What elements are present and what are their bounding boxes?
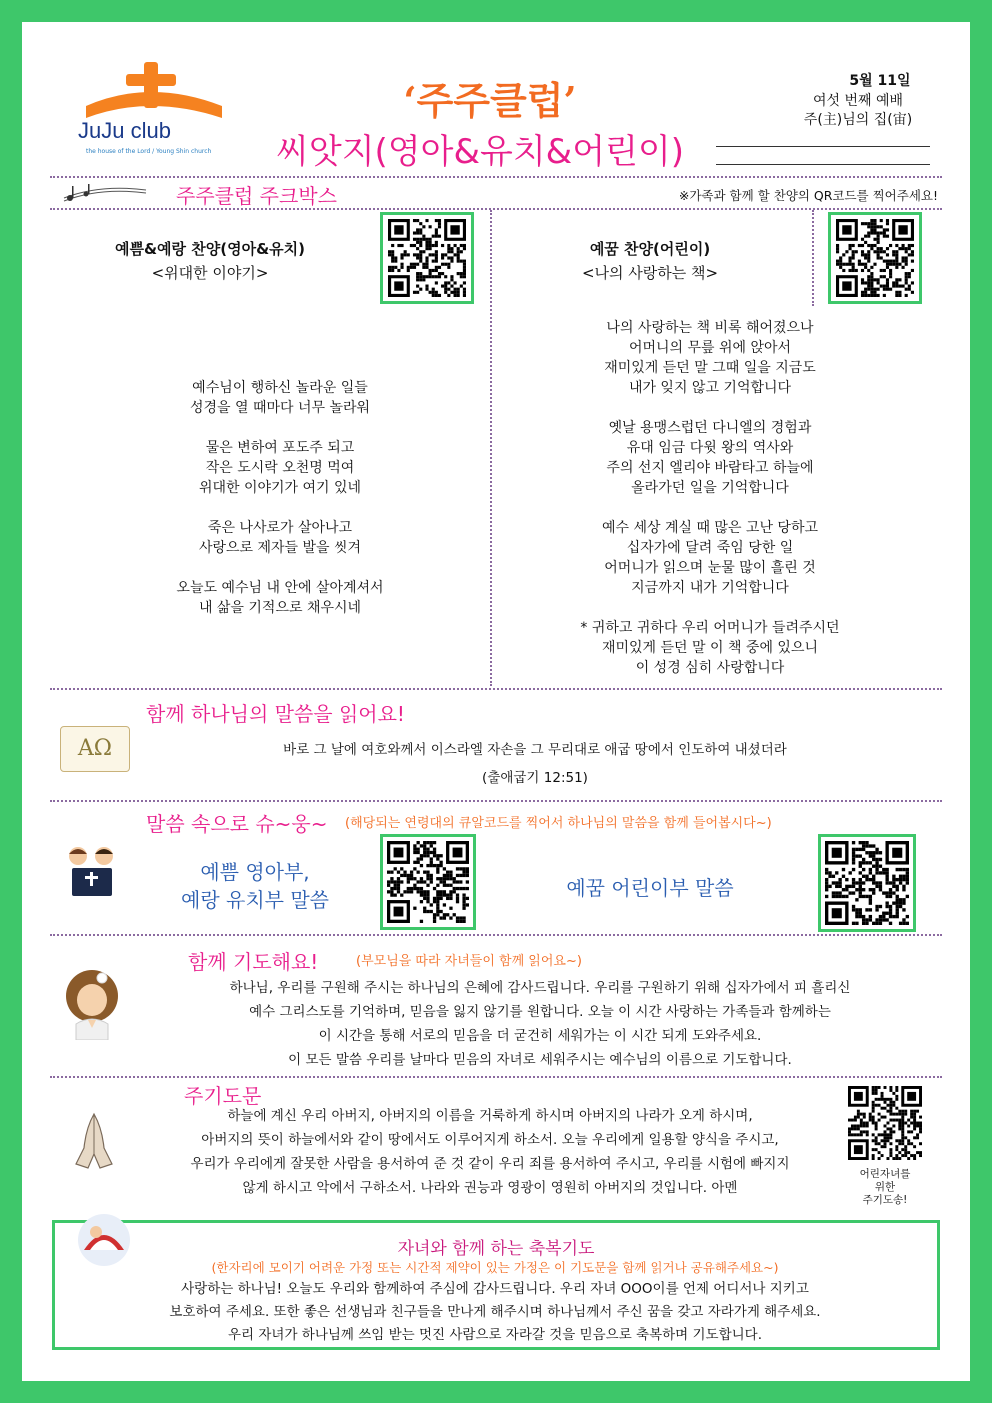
qr-code-word-left[interactable] [380, 834, 476, 930]
qr-caption-line: 주기도송! [862, 1194, 908, 1206]
blessing-body [70, 1278, 920, 1347]
lyric-line: 옛날 용맹스럽던 다니엘의 경험과 [608, 420, 812, 436]
word-left-line2: 예랑 유치부 말씀 [181, 888, 329, 912]
lyric-line: 어머니의 무릎 위에 앉아서 [628, 340, 792, 356]
prayer-line: 이 시간을 통해 서로의 믿음을 더 굳건히 세워가는 이 시간 되게 도와주세요. [318, 1028, 762, 1044]
praying-girl-icon [58, 966, 124, 1040]
lords-prayer-body [140, 1104, 840, 1200]
blessing-line: 보호하여 주세요. 또한 좋은 선생님과 친구들을 만나게 해주시며 하나님께서 주신 꿈을 갖고 자라가게 해주세요. [169, 1304, 821, 1320]
praying-hands-icon [64, 1108, 124, 1170]
children-reading-icon [58, 844, 126, 898]
lyric-line: 성경을 열 때마다 너무 놀라워 [189, 400, 371, 416]
header-service: 여섯 번째 예배 [812, 93, 904, 109]
column-divider [490, 210, 492, 686]
right-song-title: <나의 사랑하는 책> [581, 264, 719, 282]
qr-code-right-song[interactable] [828, 212, 922, 304]
scripture-verse: 바로 그 날에 여호와께서 이스라엘 자손을 그 무리대로 애굽 땅에서 인도하여 내셨더라 [283, 742, 787, 758]
prayer-line: 이 모든 말씀 우리를 날마다 믿음의 자녀로 세워주시는 예수님의 이름으로 기도합니다. [288, 1052, 792, 1068]
left-lyrics [90, 378, 470, 618]
logo-text: JuJu club [78, 118, 171, 143]
scripture-reference: (출애굽기 12:51) [482, 770, 588, 786]
alpha-omega-text: AΩ [77, 736, 113, 761]
lyric-line: 예수님이 행하신 놀라운 일들 [192, 380, 368, 396]
bible-icon [60, 726, 130, 772]
divider [50, 800, 942, 802]
prayer-note: (부모님을 따라 자녀들이 함께 읽어요~) [356, 954, 582, 969]
lyric-line: 오늘도 예수님 내 안에 살아계셔서 [176, 580, 384, 596]
lords-prayer-line: 않게 하시고 악에서 구하소서. 나라와 권능과 영광이 영원히 아버지의 것입니다. 아멘 [242, 1180, 738, 1196]
lyric-line: 나의 사랑하는 책 비록 해어졌으나 [606, 320, 814, 336]
lyric-line: 지금까지 내가 기억합니다 [631, 580, 789, 596]
word-note: (해당되는 연령대의 큐알코드를 찍어서 하나님의 말씀을 함께 들어봅시다~) [345, 816, 772, 831]
logo-subtext: the house of the Lord / Young Shin church [86, 148, 212, 155]
qr-caption-line: 어린자녀를 [859, 1168, 911, 1180]
header-date: 5월 11일 [849, 73, 911, 89]
lyric-line: 내가 잊지 않고 기억합니다 [628, 380, 792, 396]
lyric-line: * 귀하고 귀하다 우리 어머니가 들려주시던 [580, 620, 840, 636]
lyric-line: 십자가에 달려 죽임 당한 일 [626, 540, 794, 556]
qr-code-word-right[interactable] [818, 834, 916, 932]
divider [50, 688, 942, 690]
page-title: ‘주주클럽’ [403, 78, 577, 123]
word-left-line1: 예쁨 영아부, [200, 860, 310, 884]
qr-caption [840, 1168, 930, 1207]
right-song-heading: 예꿈 찬양(어린이) [589, 240, 711, 258]
lyric-line: 주의 선지 엘리야 바람타고 하늘에 [606, 460, 814, 476]
music-title: 주주클럽 주크박스 [176, 184, 337, 208]
header-house: 주(主)님의 집(宙) [803, 112, 913, 128]
prayer-line: 하나님, 우리를 구원해 주시는 하나님의 은혜에 감사드립니다. 우리를 구원하기 위해 십자가에서 피 흘리신 [229, 980, 851, 996]
lyric-line: 사랑으로 제자들 발을 씻겨 [198, 540, 362, 556]
lyric-line: 죽은 나사로가 살아나고 [207, 520, 353, 536]
lords-prayer-line: 아버지의 뜻이 하늘에서와 같이 땅에서도 이루어지게 하소서. 오늘 우리에게 일용할 양식을 주시고, [201, 1132, 779, 1148]
lyric-line: 어머니가 읽으며 눈물 많이 흘린 것 [604, 560, 816, 576]
column-divider [812, 210, 814, 306]
right-lyrics [510, 318, 910, 678]
divider [50, 934, 942, 936]
word-right-label: 예꿈 어린이부 말씀 [566, 876, 734, 900]
page-subtitle: 씨앗지(영아&유치&어린이) [276, 132, 684, 172]
lords-prayer-title: 주기도문 [184, 1084, 262, 1108]
music-note: ※가족과 함께 할 찬양의 QR코드를 찍어주세요! [678, 188, 938, 203]
lyric-line: 유대 임금 다윗 왕의 역사와 [626, 440, 794, 456]
lyric-line: 올라가던 일을 기억합니다 [631, 480, 789, 496]
divider [50, 176, 942, 178]
lyric-line: 물은 변하여 포도주 되고 [205, 440, 355, 456]
music-notes-icon [60, 180, 150, 204]
prayer-body [140, 976, 940, 1072]
lyric-line: 재미있게 듣던 말 그때 일을 지금도 [604, 360, 816, 376]
header-line [716, 164, 930, 165]
qr-code-lords-prayer-song[interactable] [846, 1084, 924, 1162]
prayer-line: 예수 그리스도를 기억하며, 믿음을 잃지 않기를 원합니다. 오늘 이 시간 사랑하는 가족들과 함께하는 [249, 1004, 831, 1020]
blessing-line: 사랑하는 하나님! 오늘도 우리와 함께하여 주심에 감사드립니다. 우리 자녀 OOO이를 언제 어디서나 지키고 [181, 1281, 809, 1297]
blessing-line: 우리 자녀가 하나님께 쓰임 받는 멋진 사람으로 자라갈 것을 믿음으로 축복하며 기도합니다. [227, 1327, 762, 1343]
prayer-title: 함께 기도해요! [188, 950, 319, 974]
lyric-line: 위대한 이야기가 여기 있네 [198, 480, 362, 496]
qr-caption-line: 위한 [874, 1181, 896, 1193]
divider [50, 208, 942, 210]
left-song-heading: 예쁨&예랑 찬양(영아&유치) [115, 240, 305, 258]
blessing-title: 자녀와 함께 하는 축복기도 [397, 1239, 595, 1259]
word-title: 말씀 속으로 슈~웅~ [146, 812, 328, 836]
lyric-line: 이 성경 심히 사랑합니다 [635, 660, 785, 676]
lords-prayer-line: 우리가 우리에게 잘못한 사람을 용서하여 준 것 같이 우리 죄를 용서하여 주시고, 우리를 시험에 빠지지 [190, 1156, 790, 1172]
header-line [716, 146, 930, 147]
divider [50, 1076, 942, 1078]
left-song-title: <위대한 이야기> [151, 264, 269, 282]
blessing-note: (한자리에 모이기 어려운 가정 또는 시간적 제약이 있는 가정은 이 기도문을 함께 읽거나 공유해주세요~) [211, 1260, 779, 1275]
logo [78, 58, 238, 164]
lyric-line: 작은 도시락 오천명 먹여 [205, 460, 355, 476]
lyric-line: 내 삶을 기적으로 채우시네 [198, 600, 362, 616]
lyric-line: 예수 세상 계실 때 많은 고난 당하고 [601, 520, 819, 536]
qr-code-left-song[interactable] [380, 212, 474, 304]
lyric-line: 재미있게 듣던 말 이 책 중에 있으니 [601, 640, 819, 656]
lords-prayer-line: 하늘에 계신 우리 아버지, 아버지의 이름을 거룩하게 하시며 아버지의 나라가 오게 하시며, [227, 1108, 753, 1124]
scripture-title: 함께 하나님의 말씀을 읽어요! [146, 702, 405, 726]
